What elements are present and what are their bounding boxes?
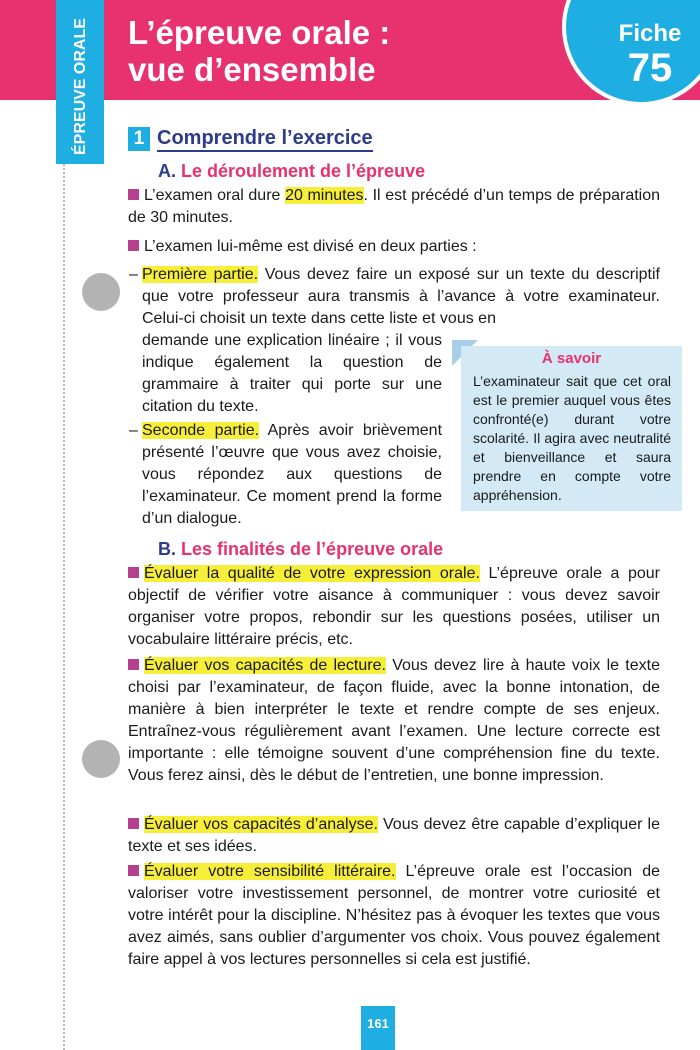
list-item-part2: – Seconde partie. Après avoir brièvement présenté l’œuvre que vous avez choisie, vous répondez aux questions de l’examinateur. Ce moment prend la forme d’un dialogue.	[129, 422, 443, 527]
fiche-label: Fiche	[618, 20, 682, 47]
square-bullet-icon	[128, 818, 139, 829]
highlight-part2: Seconde partie.	[142, 422, 260, 439]
section-title: Comprendre l’exercice	[157, 127, 373, 152]
highlight-expression: Évaluer la qualité de votre expression orale.	[144, 565, 480, 582]
list-item: Évaluer votre sensibilité littéraire. L’épreuve orale est l’occasion de valoriser votre investissement personnel, de montrer votre curiosité et votre intérêt pour la discipline. N’hésitez pas à évoquer les textes que vous avez aimés, sans oublier d’argumenter vos choix. Vous pouvez également faire appel à vos lectures personnelles si cela est justifié.	[128, 863, 661, 968]
a-savoir-box	[461, 346, 682, 511]
page-title	[128, 14, 548, 88]
highlight-lecture: Évaluer vos capacités de lecture.	[144, 657, 386, 674]
title-line-1: L’épreuve orale :	[128, 14, 391, 51]
list-item-part1-cont: demande une explication linéaire ; il vous indique également la question de grammaire à traiter qui porte sur une citation du texte.	[142, 332, 442, 415]
sidebar-label: ÉPREUVE ORALE	[72, 18, 89, 155]
sidebar-dotted-line	[63, 164, 65, 1050]
highlight-analyse: Évaluer vos capacités d’analyse.	[144, 816, 378, 833]
list-item: Évaluer vos capacités d’analyse. Vous devez être capable d’expliquer le texte et ses idées.	[128, 816, 661, 855]
square-bullet-icon	[128, 240, 139, 251]
subsection-b-letter: B.	[158, 539, 176, 559]
highlight-part1: Première partie.	[142, 266, 259, 283]
punch-hole-icon	[82, 740, 120, 778]
dash-bullet: –	[129, 422, 138, 439]
dash-bullet: –	[129, 266, 138, 283]
square-bullet-icon	[128, 567, 139, 578]
list-item-part1: – Première partie. Vous devez faire un exposé sur un texte du descriptif que votre professeur aura transmis à l’avance à votre examinateur. Celui-ci choisit un texte dans cette liste et vous en	[129, 266, 661, 327]
subsection-b-title	[158, 539, 443, 560]
subsection-a-letter: A.	[158, 161, 176, 181]
subsection-a-title	[158, 161, 425, 182]
list-item: Évaluer vos capacités de lecture. Vous devez lire à haute voix le texte choisi par l’examinateur, de façon fluide, avec la bonne intonation, de manière à bien interpréter le texte et rendre compte de ses enjeux. Entraînez-vous régulièrement avant l’examen. Une lecture correcte est importante : elle témoigne souvent d’une compréhension fine du texte. Vous ferez ainsi, dès le début de l’entretien, une bonne impression.	[128, 657, 660, 784]
page-number: 161	[367, 1016, 389, 1031]
subsection-a-text: Le déroulement de l’épreuve	[181, 161, 426, 181]
punch-hole-icon	[82, 273, 120, 311]
section-heading	[128, 126, 373, 152]
title-line-2: vue d’ensemble	[128, 51, 376, 88]
highlight-duration: 20 minutes	[285, 187, 364, 204]
page-number-tab	[361, 1006, 395, 1050]
square-bullet-icon	[128, 659, 139, 670]
section-number: 1	[128, 127, 150, 151]
square-bullet-icon	[128, 865, 139, 876]
paragraph-parts: L’examen lui-même est divisé en deux parties :	[128, 236, 660, 258]
a-savoir-text: L’examinateur sait que cet oral est le premier auquel vous êtes confronté(e) durant votre scolarité. Il agira avec neutralité et bienveillance et saura prendre en compte votre appréhension.	[473, 373, 671, 503]
subsection-b-text: Les finalités de l’épreuve orale	[181, 539, 444, 559]
square-bullet-icon	[128, 189, 139, 200]
highlight-sensibilite: Évaluer votre sensibilité littéraire.	[144, 863, 396, 880]
fiche-number: 75	[627, 46, 673, 90]
paragraph-duration: L’examen oral dure 20 minutes. Il est précédé d’un temps de préparation de 30 minutes.	[128, 187, 661, 226]
list-item: Évaluer la qualité de votre expression orale. L’épreuve orale a pour objectif de vérifier votre aisance à communiquer : vous devez savoir organiser votre propos, rebondir sur les questions posées, utiliser un vocabulaire littéraire précis, etc.	[128, 565, 661, 648]
a-savoir-title: À savoir	[541, 350, 602, 367]
